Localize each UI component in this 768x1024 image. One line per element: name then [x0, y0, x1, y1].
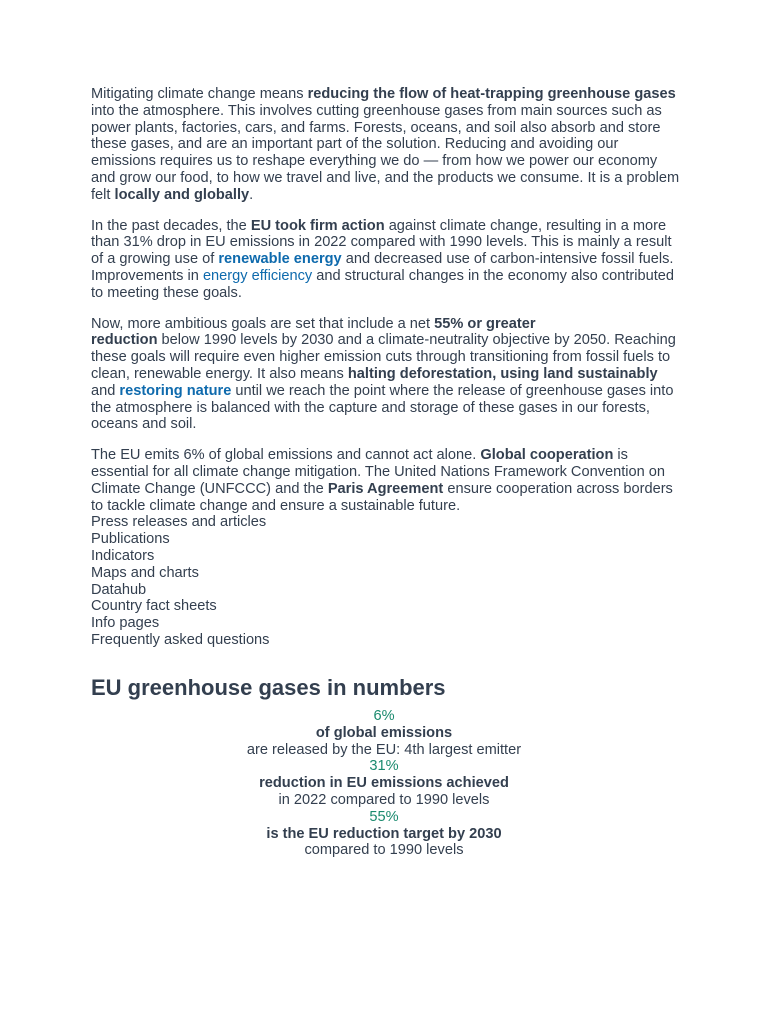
text: . [249, 186, 254, 203]
link-restoring-nature[interactable]: restoring nature [119, 382, 232, 399]
stat-description: in 2022 compared to 1990 levels [278, 791, 490, 808]
text: Now, more ambitious goals are set that include a net [91, 315, 435, 332]
resource-link[interactable]: Indicators [91, 547, 155, 564]
resource-link[interactable]: Datahub [91, 581, 147, 598]
bold-text: locally and globally [114, 186, 250, 203]
resource-links [91, 514, 683, 648]
bold-text: EU took firm action [250, 217, 385, 234]
text: below 1990 levels by 2030 and a climate-neutrality objective by 2050. Reaching these goals will require even higher emission cuts through transitioning from fossil fuels to clean, renewable energy. It also means [91, 332, 676, 382]
bold-text: reducing the flow of heat-trapping greenhouse gases [307, 86, 676, 102]
resource-link[interactable]: Maps and charts [91, 564, 199, 581]
stat-global-emissions [0, 708, 768, 758]
stat-number: 6% [373, 708, 395, 724]
stat-reduction-achieved [0, 758, 768, 808]
stat-title: is the EU reduction target by 2030 [266, 825, 502, 842]
resource-link[interactable]: Press releases and articles [91, 514, 267, 531]
text: into the atmosphere. This involves cutting greenhouse gases from main sources such as power plants, factories, cars, and farms. Forests, oceans, and soil also absorb and store these gases, and are an important part of the solution. Reducing and avoiding our emissions requires us to reshape everything we do — from how we power our economy and grow our food, to how we travel and live, and the products we consume. It is a problem felt [91, 102, 680, 203]
link-renewable-energy[interactable]: renewable energy [218, 251, 342, 268]
text: against climate change, resulting in a more than 31% drop in EU emissions in 2022 compared with 1990 levels. This is mainly a result of a growing use of [91, 217, 672, 268]
link-energy-efficiency[interactable]: energy efficiency [202, 267, 313, 284]
text: and decreased use of carbon-intensive fossil fuels. Improvements in [91, 251, 674, 284]
stat-description: compared to 1990 levels [304, 842, 464, 859]
resource-link[interactable]: Frequently asked questions [91, 631, 270, 648]
text: In the past decades, the [91, 217, 251, 234]
stat-description: are released by the EU: 4th largest emitter [246, 741, 522, 758]
paragraph-intro [91, 86, 683, 204]
text: until we reach the point where the release of greenhouse gases into the atmosphere is balanced with the capture and storage of these gases in our forests, oceans and soil. [91, 382, 674, 433]
text: The EU emits 6% of global emissions and cannot act alone. [91, 447, 481, 464]
section-heading: EU greenhouse gases in numbers [91, 674, 446, 700]
text: and structural changes in the economy also contributed to meeting these goals. [91, 267, 675, 301]
stat-number: 31% [369, 758, 399, 775]
bold-text: halting deforestation, using land sustainably [347, 365, 658, 382]
stats-section [0, 708, 768, 859]
stat-reduction-target [0, 809, 768, 859]
bold-text: Global cooperation [480, 447, 614, 464]
paragraph-goals [91, 316, 683, 434]
text: and [91, 382, 120, 399]
bold-text: Paris Agreement [327, 480, 444, 497]
text: is essential for all climate change mitigation. The United Nations Framework Convention on Climate Change (UNFCCC) and the [91, 447, 666, 497]
paragraph-cooperation [91, 447, 683, 514]
text: Mitigating climate change means [91, 86, 308, 102]
resource-link[interactable]: Publications [91, 531, 170, 548]
resource-link[interactable]: Country fact sheets [91, 598, 217, 615]
text: ensure cooperation across borders to tackle climate change and ensure a sustainable future. [91, 480, 673, 514]
stat-number: 55% [369, 808, 399, 825]
stat-title: reduction in EU emissions achieved [259, 775, 509, 792]
bold-text: reduction [91, 332, 158, 349]
article-body [91, 86, 683, 715]
stat-title: of global emissions [315, 724, 453, 741]
resource-link[interactable]: Info pages [91, 615, 160, 632]
paragraph-eu-action [91, 218, 683, 302]
bold-text: 55% or greater [434, 315, 536, 332]
